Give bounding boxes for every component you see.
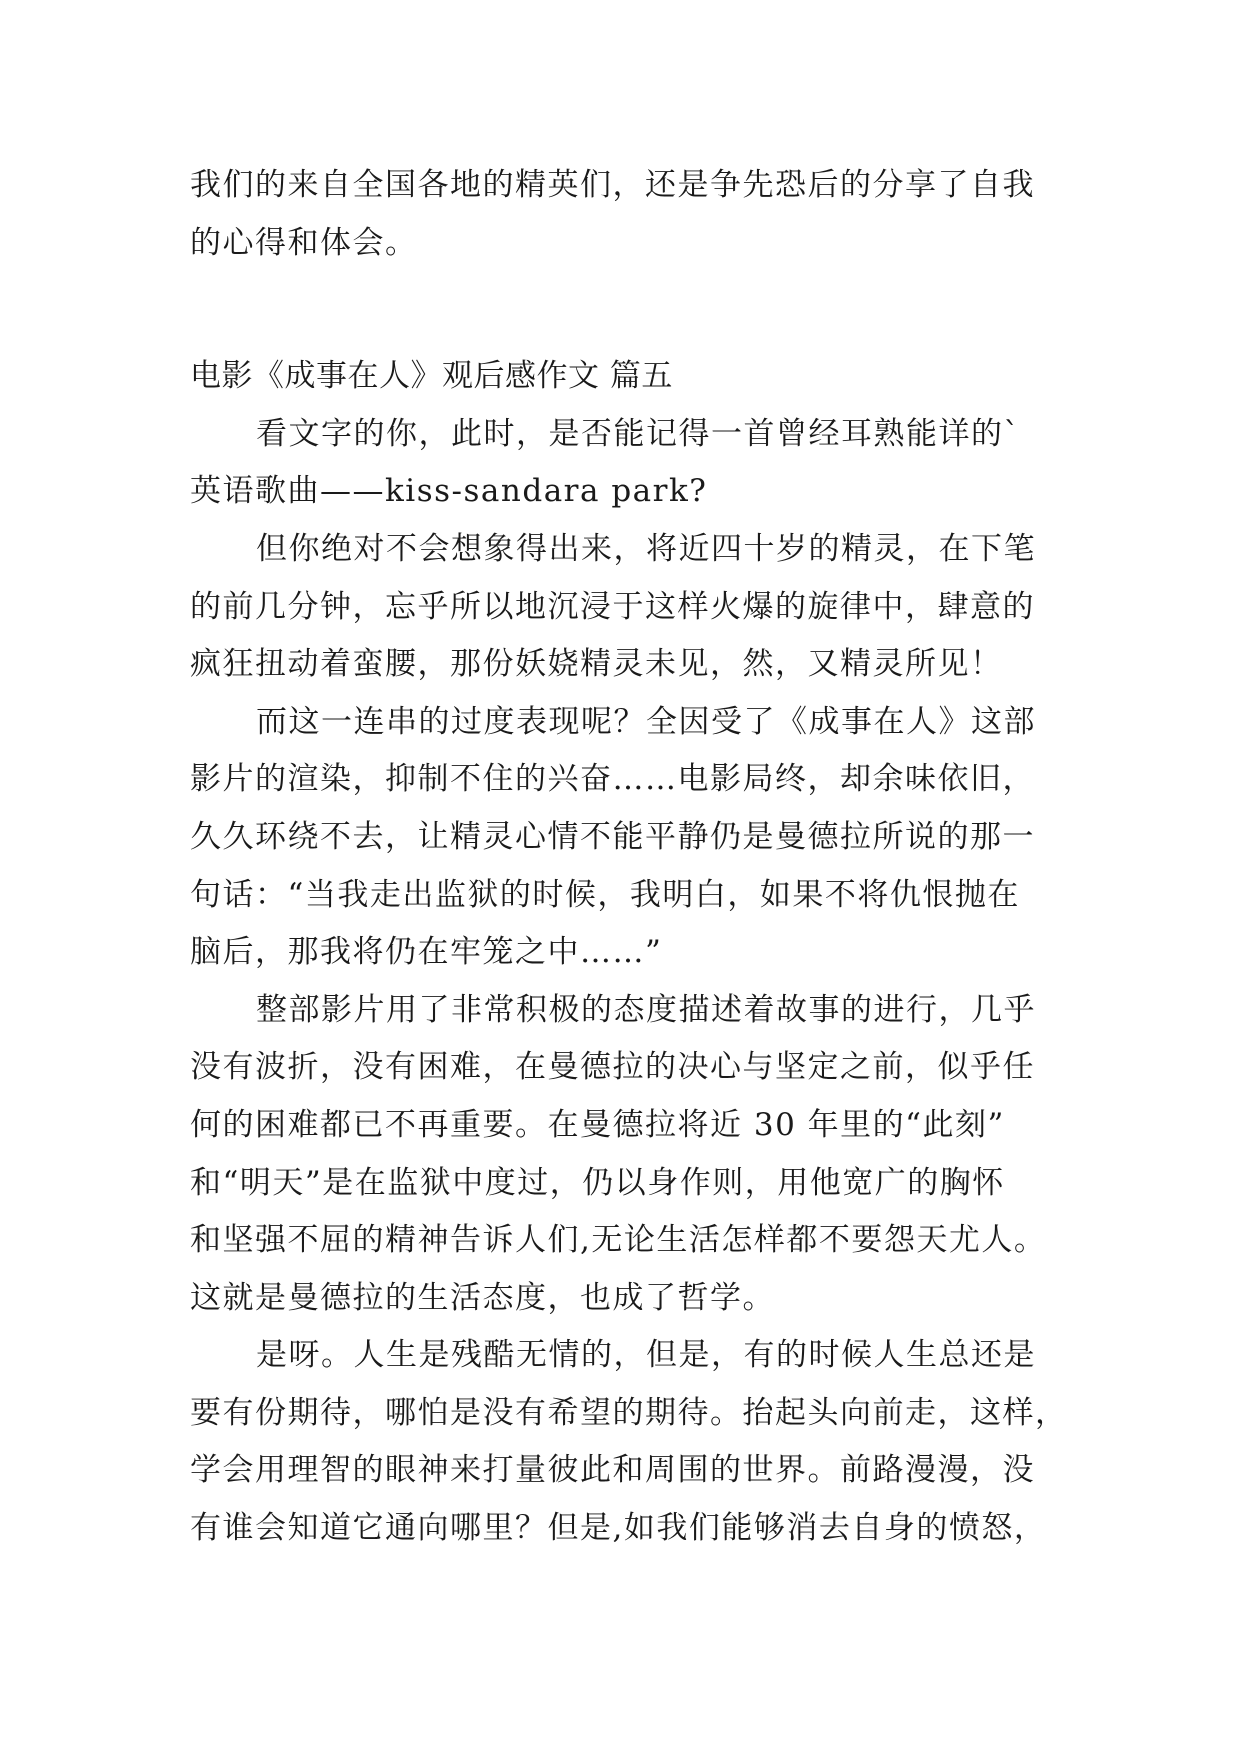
text-line: 我们的来自全国各地的精英们，还是争先恐后的分享了自我 bbox=[190, 167, 1035, 203]
text-line: 英语歌曲——kiss-sandara park? bbox=[190, 473, 708, 510]
text-line: 和坚强不屈的精神告诉人们,无论生活怎样都不要怨天尤人。 bbox=[190, 1222, 1047, 1259]
paragraph bbox=[190, 694, 1062, 982]
text-line: 学会用理智的眼神来打量彼此和周围的世界。前路漫漫，没 bbox=[190, 1452, 1035, 1489]
text-line: 但你绝对不会想象得出来，将近四十岁的精灵，在下笔 bbox=[256, 530, 1036, 567]
text-line: 而这一连串的过度表现呢？全因受了《成事在人》这部 bbox=[256, 703, 1036, 740]
continuation-paragraph bbox=[190, 157, 1062, 272]
text-line: 脑后，那我将仍在牢笼之中……” bbox=[190, 934, 663, 971]
text-line: 疯狂扭动着蛮腰，那份妖娆精灵未见，然，又精灵所见！ bbox=[190, 646, 1003, 683]
text-line: 的心得和体会。 bbox=[190, 224, 418, 261]
text-line: 看文字的你，此时，是否能记得一首曾经耳熟能详的` bbox=[256, 415, 1021, 452]
text-line: 这就是曼德拉的生活态度，也成了哲学。 bbox=[190, 1279, 775, 1316]
section-title: 电影《成事在人》观后感作文 篇五 bbox=[190, 358, 673, 395]
paragraph bbox=[190, 521, 1062, 694]
section-gap bbox=[190, 272, 1062, 348]
text-line: 影片的渲染，抑制不住的兴奋……电影局终，却余味依旧， bbox=[190, 761, 1035, 798]
text-line: 久久环绕不去，让精灵心情不能平静仍是曼德拉所说的那一 bbox=[190, 818, 1035, 855]
text-line: 是呀。人生是残酷无情的，但是，有的时候人生总还是 bbox=[256, 1337, 1036, 1374]
text-line: 何的困难都已不再重要。在曼德拉将近 30 年里的“此刻” bbox=[190, 1106, 1005, 1143]
text-line: 要有份期待，哪怕是没有希望的期待。抬起头向前走，这样， bbox=[190, 1394, 1068, 1431]
document-body bbox=[190, 157, 1068, 1558]
text-line: 没有波折，没有困难，在曼德拉的决心与坚定之前，似乎任 bbox=[190, 1049, 1035, 1086]
text-line: 句话：“当我走出监狱的时候，我明白，如果不将仇恨抛在 bbox=[190, 876, 1020, 913]
text-line: 有谁会知道它通向哪里？但是,如我们能够消去自身的愤怒， bbox=[190, 1510, 1047, 1547]
paragraph bbox=[190, 1327, 1068, 1557]
text-line: 和“明天”是在监狱中度过，仍以身作则，用他宽广的胸怀 bbox=[190, 1164, 1005, 1201]
text-line: 的前几分钟，忘乎所以地沉浸于这样火爆的旋律中，肆意的 bbox=[190, 588, 1035, 625]
paragraph bbox=[190, 982, 1062, 1328]
text-line: 整部影片用了非常积极的态度描述着故事的进行，几乎 bbox=[256, 991, 1036, 1028]
paragraph bbox=[190, 406, 1062, 521]
